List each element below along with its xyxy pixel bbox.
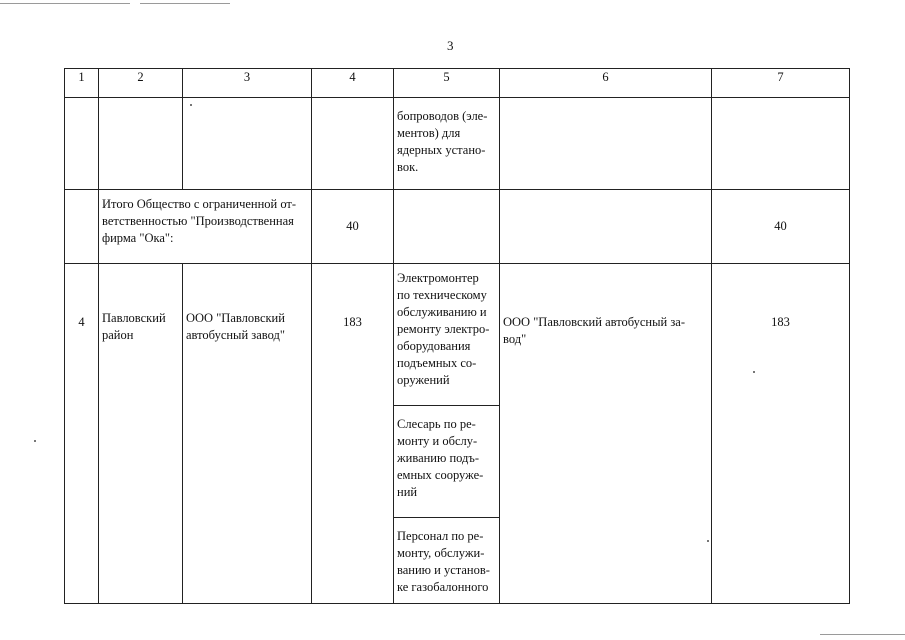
entry-number-cell (65, 264, 99, 604)
text-line: ке газобалонного (397, 580, 489, 594)
text-line: Павловский (102, 311, 166, 325)
text-line: Итого Общество с ограниченной от- (102, 197, 297, 211)
text-line: Электромонтер (397, 271, 479, 285)
text-line: ядерных устано- (397, 143, 486, 157)
profession-cell (394, 264, 500, 406)
table-cell (99, 98, 183, 190)
scan-speck (34, 440, 36, 442)
entry-row (65, 264, 850, 406)
entry-count-col7: 183 (771, 315, 790, 329)
table-cell (312, 98, 394, 190)
text-line: фирма "Ока": (102, 231, 174, 245)
text-line: обслуживанию и (397, 305, 487, 319)
text-line: Персонал по ре- (397, 529, 484, 543)
count-cell (312, 264, 394, 604)
document-table (64, 68, 850, 604)
header-cell: 1 (65, 69, 99, 98)
text-line: район (102, 328, 134, 342)
text-line: автобусный завод" (186, 328, 285, 342)
text-line: оборудования (397, 339, 471, 353)
table-cell (65, 98, 99, 190)
header-cell: 2 (99, 69, 183, 98)
text-line: оружений (397, 373, 450, 387)
header-cell: 5 (394, 69, 500, 98)
text-line: монту и обслу- (397, 434, 478, 448)
text-line: по техническому (397, 288, 487, 302)
text-line: ментов) для (397, 126, 461, 140)
table-cell (183, 98, 312, 190)
entry-count: 183 (343, 315, 362, 329)
text-line: вод" (503, 332, 527, 346)
text-line: Слесарь по ре- (397, 417, 476, 431)
text-line: вок. (397, 160, 419, 174)
entry-count-col7-cell (712, 264, 850, 604)
text-line: ний (397, 485, 418, 499)
total-count-col7: 40 (712, 190, 850, 264)
profession-cell (394, 98, 500, 190)
text-line: ООО "Павловский (186, 311, 285, 325)
scan-edge-line (0, 3, 130, 4)
total-row (65, 190, 850, 264)
text-line: ветственностью "Производственная (102, 214, 294, 228)
header-row (65, 69, 850, 98)
page-number: 3 (447, 38, 454, 53)
scan-edge-line (140, 3, 230, 4)
table-cell (712, 98, 850, 190)
table-cell (394, 190, 500, 264)
profession-cell (394, 406, 500, 518)
header-cell: 4 (312, 69, 394, 98)
header-cell: 7 (712, 69, 850, 98)
scan-edge-line (820, 634, 905, 635)
total-label (99, 190, 312, 264)
text-line: монту, обслужи- (397, 546, 485, 560)
text-line: ванию и установ- (397, 563, 490, 577)
district-cell (99, 264, 183, 604)
entry-number: 4 (78, 315, 85, 329)
total-count: 40 (312, 190, 394, 264)
continuation-row (65, 98, 850, 190)
table-cell (65, 190, 99, 264)
text-line: живанию подъ- (397, 451, 480, 465)
text-line: емных сооруже- (397, 468, 484, 482)
text-line: ремонту электро- (397, 322, 490, 336)
organization-cell (183, 264, 312, 604)
text-line: подъемных со- (397, 356, 477, 370)
training-org-cell (500, 264, 712, 604)
profession-cell (394, 518, 500, 604)
text-line: ООО "Павловский автобусный за- (503, 315, 685, 329)
header-cell: 3 (183, 69, 312, 98)
text-line: бопроводов (эле- (397, 109, 488, 123)
table-cell (500, 98, 712, 190)
table-cell (500, 190, 712, 264)
header-cell: 6 (500, 69, 712, 98)
